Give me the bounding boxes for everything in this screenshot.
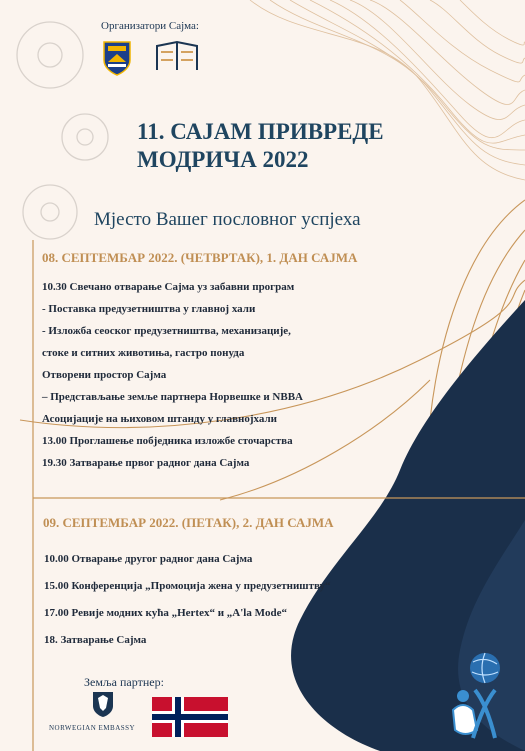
day2-heading: 09. СЕПТЕМБАР 2022. (ПЕТАК), 2. ДАН САЈМА (43, 515, 334, 530)
title-line-2: МОДРИЧА 2022 (137, 147, 309, 172)
list-item: 18. Затварање Сајма (44, 634, 147, 646)
list-item: – Представљање земље партнера Норвешке и NBBA (42, 391, 303, 403)
chamber-logo-icon (147, 40, 207, 82)
title-line-1: 11. САЈАМ ПРИВРЕДЕ (137, 119, 384, 144)
norway-crest-icon (91, 690, 115, 718)
day1-heading: 08. СЕПТЕМБАР 2022. (ЧЕТВРТАК), 1. ДАН САЈМА (42, 250, 358, 265)
list-item: - Изложба сеоског предузетништва, механизације, (42, 325, 291, 337)
day1-program-list (42, 276, 303, 474)
list-item: Отворени простор Сајма (42, 369, 167, 381)
list-item: Асоцијације на њиховом штанду у главнојхали (42, 413, 277, 425)
list-item: 17.00 Ревије модних кућа „Hertex“ и „A'la Mode“ (44, 607, 287, 619)
globe-people-icon (445, 650, 505, 745)
list-item: 19.30 Затварање првог радног дана Сајма (42, 457, 250, 469)
embassy-label: NORWEGIAN EMBASSY (49, 724, 136, 732)
list-item: 15.00 Конференција „Промоција жена у предузетништву“ (44, 580, 331, 592)
list-item: 10.00 Отварање другог радног дана Сајма (44, 553, 253, 565)
page-title (137, 118, 477, 174)
municipality-crest-icon (102, 40, 132, 76)
partner-label: Земља партнер: (84, 675, 164, 689)
subtitle: Мјесто Вашег пословног успјеха (94, 209, 361, 230)
day2-program-list (44, 546, 331, 654)
norway-flag-icon (152, 697, 228, 737)
list-item: - Поставка предузетништва у главној хали (42, 303, 256, 315)
gear-icon (17, 22, 108, 239)
list-item: 13.00 Проглашење побједника изложбе сточарства (42, 435, 293, 447)
organizers-label: Организатори Сајма: (101, 20, 199, 32)
list-item: 10.30 Свечано отварање Сајма уз забавни програм (42, 281, 295, 293)
list-item: стоке и ситних животиња, гастро понуда (42, 347, 245, 359)
